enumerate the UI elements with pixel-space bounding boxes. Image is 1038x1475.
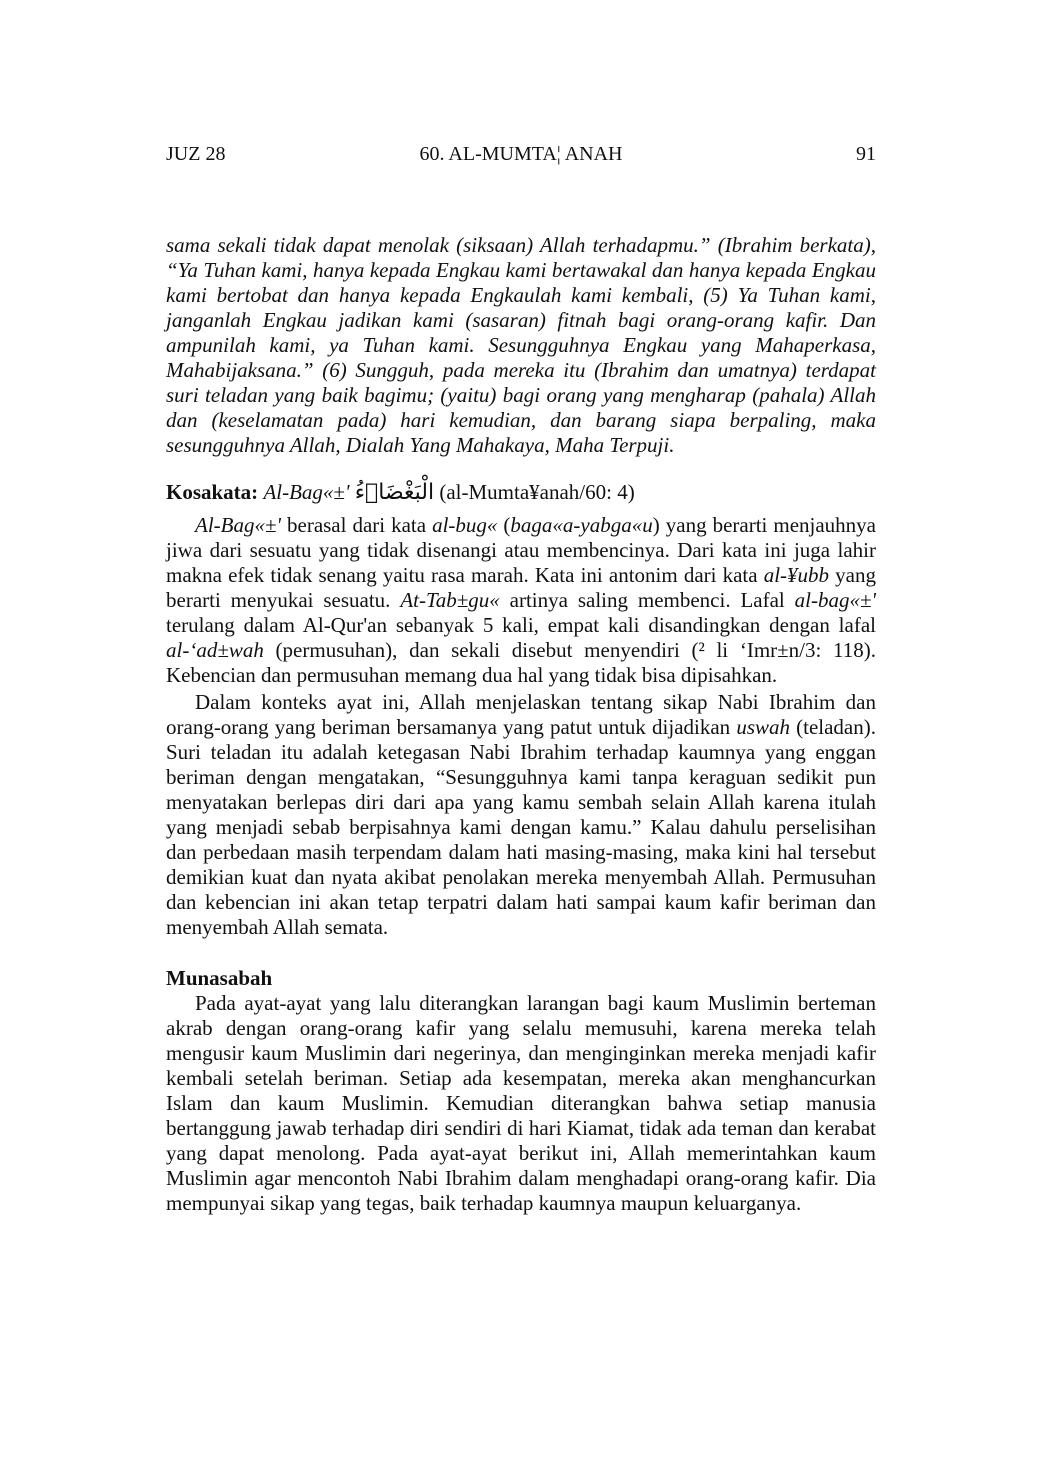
term-italic: al-bag«±': [794, 588, 876, 612]
text-run: yang berarti menyukai sesuatu.: [166, 563, 876, 612]
term-italic: al-bug«: [432, 513, 498, 537]
text-run: artinya saling membenci. Lafal: [499, 588, 795, 612]
page-number: 91: [856, 143, 876, 165]
kosakata-arabic: الْبَغْضَاۤءُ: [354, 480, 435, 505]
kosakata-reference: (al-Mumta¥anah/60: 4): [439, 480, 635, 504]
text-run: (teladan). Suri teladan itu adalah ketegasan Nabi Ibrahim terhadap kaumnya yang enggan beriman dengan mengatakan, “Sesungguhnya kami tanpa keraguan sedikit pun menyatakan berlepas diri dari apa yang kamu sembah selain Allah karena itulah yang menjadi sebab berpisahnya kami dengan kamu.” Kalau dahulu perselisihan dan perbedaan masih terpendam dalam hati masing-masing, maka kini hal tersebut demikian kuat dan nyata akibat penolakan mereka menyembah Allah. Permusuhan dan kebencian ini akan tetap terpatri dalam hati sampai kaum kafir beriman dan menyembah Allah semata.: [166, 715, 876, 939]
kosakata-paragraph-2: [166, 690, 876, 940]
text-run: Dalam konteks ayat ini, Allah menjelaskan tentang sikap Nabi Ibrahim dan orang-orang yang beriman bersamanya yang patut untuk dijadikan: [166, 690, 876, 739]
text-run: berasal dari kata: [281, 513, 433, 537]
term-italic: Al-Bag«±': [195, 513, 281, 537]
kosakata-heading: [166, 480, 876, 505]
term-italic: At-Tab±gu«: [400, 588, 500, 612]
term-italic: al-¥ubb: [763, 563, 830, 587]
text-run: terulang dalam Al-Qur'an sebanyak 5 kali, empat kali disandingkan dengan lafal: [166, 613, 876, 637]
text-run: ) yang berarti menjauhnya jiwa dari sesuatu yang tidak disenangi atau membencinya. Dari kata ini juga lahir makna efek tidak senang yaitu rasa marah. Kata ini antonim dari kata: [166, 513, 876, 587]
text-run: (permusuhan), dan sekali disebut menyendiri (² li ‘Imr±n/3: 118). Kebencian dan permusuhan memang dua hal yang tidak bisa dipisahkan.: [166, 638, 876, 687]
text-run: (: [497, 513, 511, 537]
page-header: [166, 143, 876, 173]
munasabah-title: Munasabah: [166, 966, 273, 990]
term-italic: uswah: [736, 715, 790, 739]
kosakata-paragraph-1: [166, 513, 876, 688]
kosakata-label: Kosakata:: [166, 480, 259, 504]
page-content: [166, 233, 876, 1216]
term-italic: al-‘ad±wah: [166, 638, 264, 662]
surah-title: 60. AL-MUMTA¦ ANAH: [419, 143, 623, 165]
kosakata-term: Al-Bag«±': [263, 480, 350, 504]
term-italic: baga«a-yabga«u: [510, 513, 653, 537]
juz-label: JUZ 28: [166, 143, 226, 165]
munasabah-body: Pada ayat-ayat yang lalu diterangkan larangan bagi kaum Muslimin berteman akrab dengan orang-orang kafir yang selalu memusuhi, karena mereka telah mengusir kaum Muslimin dari negerinya, dan menginginkan mereka menjadi kafir kembali setelah beriman. Setiap ada kesempatan, mereka akan menghancurkan Islam dan kaum Muslimin. Kemudian diterangkan bahwa setiap manusia bertanggung jawab terhadap diri sendiri di hari Kiamat, tidak ada teman dan kerabat yang dapat menolong. Pada ayat-ayat berikut ini, Allah memerintahkan kaum Muslimin agar mencontoh Nabi Ibrahim dalam menghadapi orang-orang kafir. Dia mempunyai sikap yang tegas, baik terhadap kaumnya maupun keluarganya.: [166, 991, 876, 1215]
verse-translation: sama sekali tidak dapat menolak (siksaan) Allah terhadapmu.” (Ibrahim berkata), “Ya Tuhan kami, hanya kepada Engkau kami bertawakal dan hanya kepada Engkau kami bertobat dan hanya kepada Engkaulah kami kembali, (5) Ya Tuhan kami, janganlah Engkau jadikan kami (sasaran) fitnah bagi orang-orang kafir. Dan ampunilah kami, ya Tuhan kami. Sesungguhnya Engkau yang Mahaperkasa, Mahabijaksana.” (6) Sungguh, pada mereka itu (Ibrahim dan umatnya) terdapat suri teladan yang baik bagimu; (yaitu) bagi orang yang mengharap (pahala) Allah dan (keselamatan pada) hari kemudian, dan barang siapa berpaling, maka sesungguhnya Allah, Dialah Yang Mahakaya, Maha Terpuji.: [166, 233, 876, 457]
